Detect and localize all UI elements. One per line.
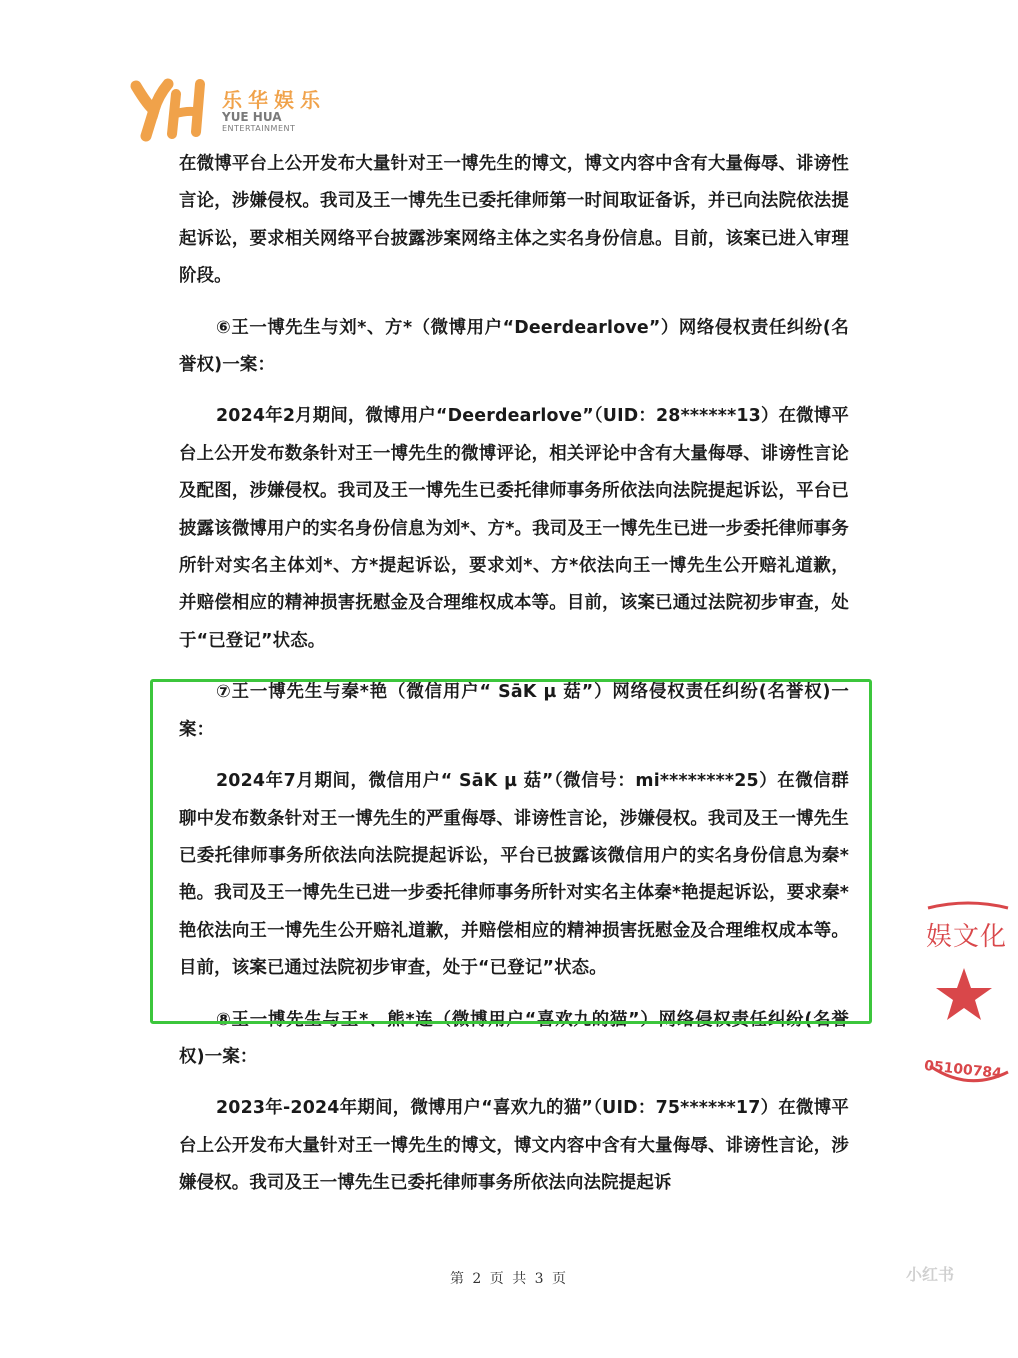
- document-body: [179, 146, 849, 1203]
- seal-number: 05100784: [923, 1057, 1003, 1083]
- yuehua-logo-mark-icon: [128, 76, 218, 142]
- company-logo: [128, 76, 338, 146]
- seal-text: 娱文化: [926, 922, 1008, 952]
- logo-chinese-name: 乐华娱乐: [222, 88, 326, 112]
- company-seal: [918, 896, 1018, 1106]
- case-7-heading: ⑦王一博先生与秦*艳（微信用户“ SāK µ 菇”）网络侵权责任纠纷(名誉权)一案：: [179, 682, 849, 740]
- case-6-body: 2024年2月期间，微博用户“Deerdearlove”（UID：28******13）在微博平台上公开发布数条针对王一博先生的微博评论，相关评论中含有大量侮辱、诽谤性言论及配图，涉嫌侵权。我司及王一博先生已委托律师事务所依法向法院提起诉讼，平台已披露该微博用户的实名身份信息为刘*、方*。我司及王一博先生已进一步委托律师事务所针对实名主体刘*、方*提起诉讼，要求刘*、方*依法向王一博先生公开赔礼道歉，并赔偿相应的精神损害抚慰金及合理维权成本等。目前，该案已通过法院初步审查，处于“已登记”状态。: [179, 406, 849, 651]
- case-7-highlight-box: [150, 679, 872, 1024]
- paragraph-case-5-continued: 在微博平台上公开发布大量针对王一博先生的博文，博文内容中含有大量侮辱、诽谤性言论，涉嫌侵权。我司及王一博先生已委托律师第一时间取证备诉，并已向法院依法提起诉讼，要求相关网络平台披露涉案网络主体之实名身份信息。目前，该案已进入审理阶段。: [179, 154, 849, 287]
- case-7-body: 2024年7月期间，微信用户“ SāK µ 菇”（微信号：mi********25）在微信群聊中发布数条针对王一博先生的严重侮辱、诽谤性言论，涉嫌侵权。我司及王一博先生已委托律师事务所依法向法院提起诉讼，平台已披露该微信用户的实名身份信息为秦*艳。我司及王一博先生已进一步委托律师事务所针对实名主体秦*艳提起诉讼，要求秦*艳依法向王一博先生公开赔礼道歉，并赔偿相应的精神损害抚慰金及合理维权成本等。目前，该案已通过法院初步审查，处于“已登记”状态。: [179, 771, 849, 979]
- case-8-heading: ⑧王一博先生与王*、熊*连（微博用户“喜欢九的猫”）网络侵权责任纠纷(名誉权)一案：: [179, 1009, 849, 1067]
- case-8-body: 2023年-2024年期间，微博用户“喜欢九的猫”（UID：75******17）在微博平台上公开发布大量针对王一博先生的博文，博文内容中含有大量侮辱、诽谤性言论，涉嫌侵权。我司及王一博先生已委托律师事务所依法向法院提起诉: [179, 1098, 849, 1194]
- logo-english-subtitle: ENTERTAINMENT: [222, 124, 296, 133]
- page-number: 第 2 页 共 3 页: [449, 1271, 569, 1287]
- platform-watermark: 小红书: [906, 1265, 955, 1284]
- logo-english-name: YUE HUA: [222, 110, 282, 124]
- case-6-heading: ⑥王一博先生与刘*、方*（微博用户“Deerdearlove”）网络侵权责任纠纷(名誉权)一案：: [179, 317, 849, 376]
